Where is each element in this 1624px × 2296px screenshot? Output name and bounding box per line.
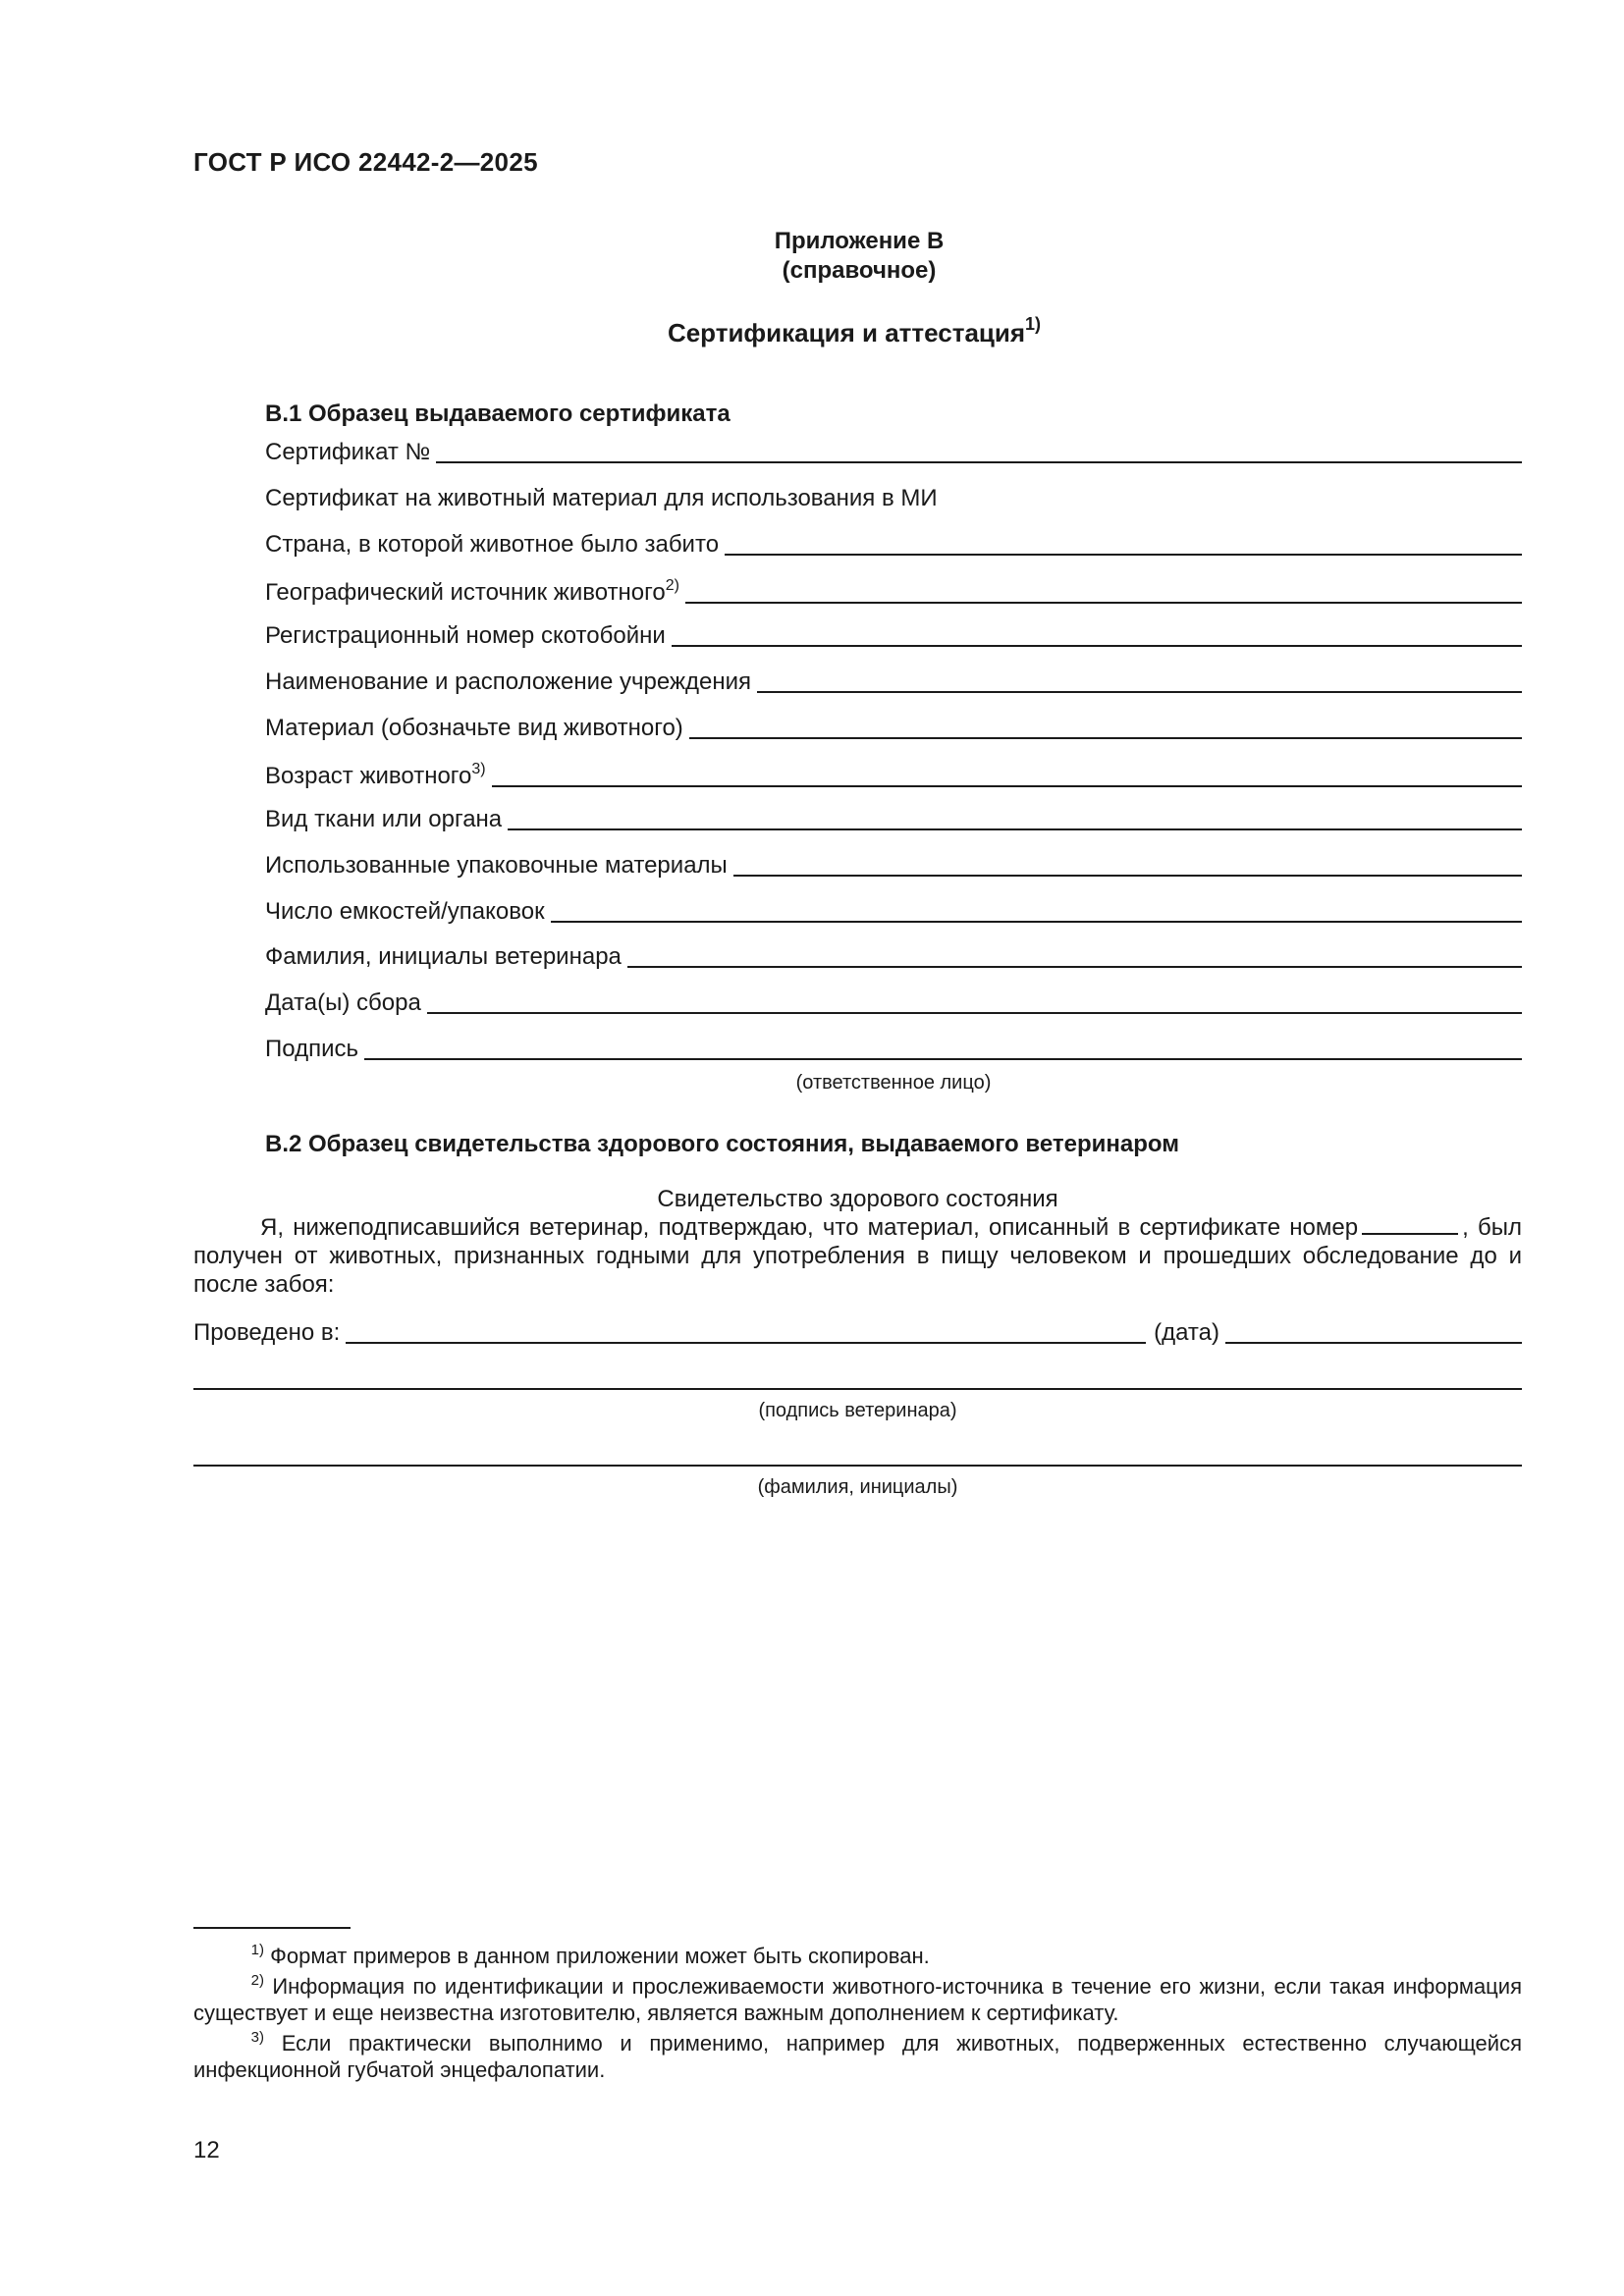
annex-name: Приложение В: [774, 228, 945, 254]
field-label: [265, 531, 719, 559]
field-line: [364, 1057, 1522, 1060]
b1-field-row[interactable]: [265, 761, 1522, 790]
date-line[interactable]: [1225, 1342, 1522, 1344]
field-label: [265, 806, 502, 833]
field-label-text: Материал (обозначьте вид животного): [265, 715, 683, 741]
field-label: Сертификат №: [265, 439, 431, 465]
annex-title-text: Сертификация и аттестация: [667, 318, 1026, 347]
field-line: [672, 644, 1522, 647]
certificate-subtitle-text: Сертификат на животный материал для использования в МИ: [265, 485, 938, 511]
b1-field-row[interactable]: [265, 898, 1522, 926]
field-label: [265, 898, 545, 926]
health-certificate-paragraph: [193, 1213, 1522, 1299]
field-label-text: Наименование и расположение учреждения: [265, 668, 752, 695]
document-code: ГОСТ Р ИСО 22442-2—2025: [193, 147, 538, 177]
field-footnote-mark: 2): [665, 577, 679, 594]
vet-name-line[interactable]: [193, 1465, 1522, 1467]
field-label: [265, 622, 666, 650]
field-label-text: Вид ткани или органа: [265, 806, 503, 832]
b1-field-row[interactable]: [265, 531, 1522, 559]
field-line: [551, 920, 1522, 923]
annex-status: (справочное): [782, 257, 937, 284]
paragraph-comma: ,: [1462, 1214, 1469, 1241]
field-line: [427, 1011, 1522, 1014]
conducted-label: Проведено в:: [193, 1319, 341, 1346]
footnote-2: [193, 1967, 1522, 2026]
field-label: [265, 761, 486, 790]
field-label: [265, 1036, 358, 1063]
field-label-text: Фамилия, инициалы ветеринара: [265, 943, 622, 970]
footnote-mark: 1): [250, 1942, 264, 1958]
b1-field-row[interactable]: [265, 1036, 1522, 1063]
b1-field-row[interactable]: [265, 943, 1522, 971]
b1-field-row[interactable]: [265, 989, 1522, 1017]
section-b2-title: В.2 Образец свидетельства здорового состояния, выдаваемого ветеринаром: [265, 1131, 1179, 1157]
footnote-mark: 3): [250, 2029, 264, 2046]
field-certificate-number[interactable]: [265, 439, 1522, 466]
b1-field-row[interactable]: [265, 715, 1522, 742]
field-line: [733, 874, 1522, 877]
vet-signature-line[interactable]: [193, 1388, 1522, 1390]
field-label-text: Географический источник животного: [265, 579, 666, 606]
paragraph-text-part2: был получен от животных, признанных годными для употребления в пищу человеком и прошедших обследование до и после забоя:: [193, 1214, 1522, 1298]
field-label: [265, 943, 622, 971]
field-line: [627, 965, 1522, 968]
footnote-text: Формат примеров в данном приложении может быть скопирован.: [270, 1944, 930, 1968]
field-line: [757, 690, 1522, 693]
certificate-subtitle: [265, 485, 1522, 512]
conducted-row: [193, 1319, 1522, 1347]
date-label: (дата): [1154, 1319, 1219, 1346]
footnote-separator: [193, 1927, 351, 1929]
field-label: [265, 668, 751, 696]
page-number: 12: [193, 2137, 220, 2163]
field-line: [436, 460, 1522, 463]
vet-signature-caption: (подпись ветеринара): [758, 1400, 957, 1421]
conducted-place-line[interactable]: [346, 1342, 1146, 1344]
b1-field-row[interactable]: [265, 668, 1522, 696]
footnote-1: [193, 1937, 1522, 1969]
b1-field-row[interactable]: [265, 622, 1522, 650]
health-certificate-subtitle: Свидетельство здорового состояния: [657, 1186, 1058, 1212]
certificate-number-blank[interactable]: [1362, 1233, 1458, 1235]
annex-title-footnote-mark: 1): [1025, 314, 1042, 334]
b1-field-row[interactable]: [265, 806, 1522, 833]
field-footnote-mark: 3): [471, 761, 486, 777]
b1-field-row[interactable]: [265, 577, 1522, 607]
footnote-text: Если практически выполнимо и применимо, например для животных, подверженных естественно случающейся инфекционной губчатой энцефалопатии.: [193, 2031, 1522, 2082]
signature-caption: (ответственное лицо): [795, 1072, 992, 1094]
field-line: [508, 828, 1522, 830]
field-label: [265, 852, 728, 880]
b1-field-row[interactable]: [265, 852, 1522, 880]
vet-name-caption: (фамилия, инициалы): [757, 1476, 958, 1498]
field-line: [685, 601, 1522, 604]
field-label-text: Использованные упаковочные материалы: [265, 852, 728, 879]
footnote-mark: 2): [250, 1972, 264, 1989]
field-label: [265, 715, 683, 742]
field-label-text: Регистрационный номер скотобойни: [265, 622, 666, 649]
section-b1-title: В.1 Образец выдаваемого сертификата: [265, 400, 731, 427]
field-label: [265, 577, 679, 607]
field-label-text: Подпись: [265, 1036, 358, 1062]
annex-title: [0, 314, 1624, 348]
field-line: [492, 784, 1522, 787]
field-line: [725, 553, 1522, 556]
footnote-3: [193, 2024, 1522, 2083]
footnote-text: Информация по идентификации и прослеживаемости животного-источника в течение его жизни, если такая информация существует и еще неизвестна изготовителю, является важным дополнением к сертификату.: [193, 1974, 1522, 2025]
field-line: [689, 736, 1522, 739]
field-label-text: Страна, в которой животное было забито: [265, 531, 720, 558]
field-label: [265, 989, 421, 1017]
field-label-text: Дата(ы) сбора: [265, 989, 421, 1016]
field-label-text: Число емкостей/упаковок: [265, 898, 545, 925]
field-label-text: Возраст животного: [265, 763, 472, 789]
paragraph-text-part1: Я, нижеподписавшийся ветеринар, подтверждаю, что материал, описанный в сертификате номер: [260, 1214, 1359, 1241]
